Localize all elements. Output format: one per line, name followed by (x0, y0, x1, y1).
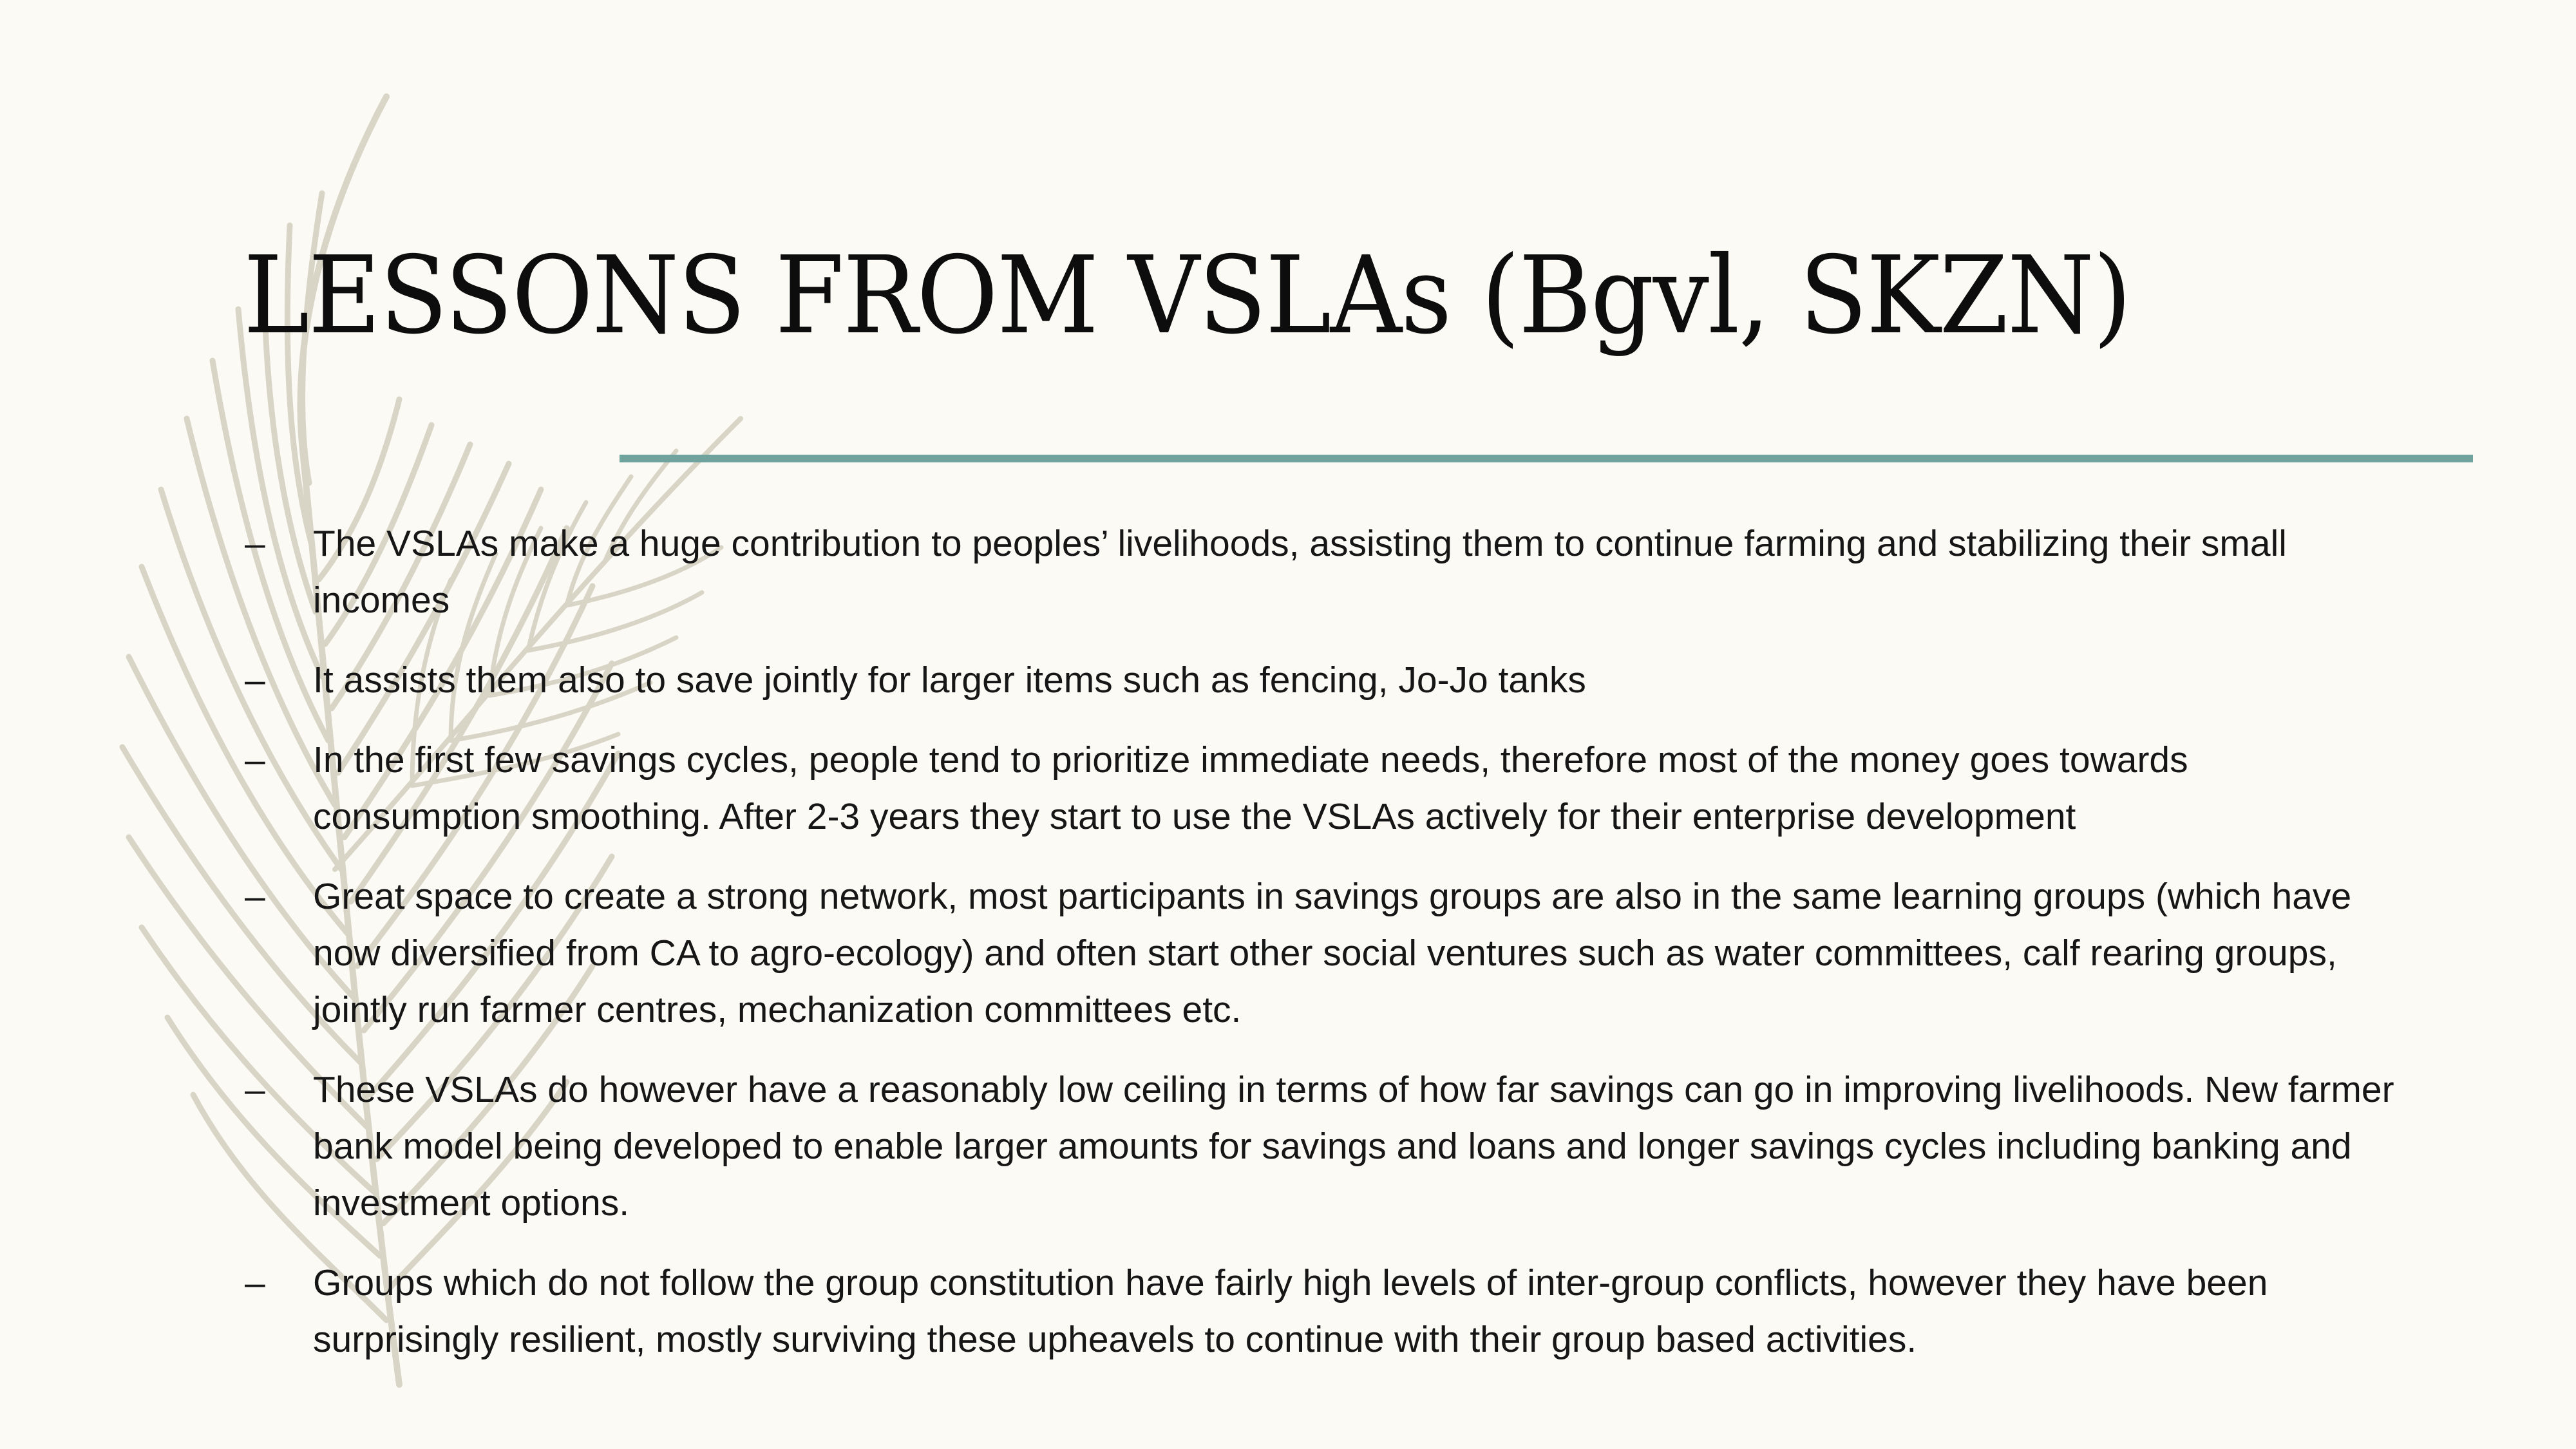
bullet-text: These VSLAs do however have a reasonably low ceiling in terms of how far savings can go in improving livelihoods. New farmer bank model being developed to enable larger amounts for savings and loans and longer savings cycles including banking and investment options. (313, 1069, 2394, 1224)
bullet-item (245, 868, 2396, 1038)
bullet-item (245, 1061, 2396, 1231)
bullet-marker: – (245, 1069, 265, 1110)
bullet-item (245, 732, 2396, 845)
bullet-text: The VSLAs make a huge contribution to peoples’ livelihoods, assisting them to continue farming and stabilizing their small incomes (313, 523, 2287, 621)
bullet-item (245, 1255, 2396, 1368)
bullet-text: In the first few savings cycles, people tend to prioritize immediate needs, therefore most of the money goes towards consumption smoothing. After 2-3 years they start to use the VSLAs actively for their enterprise development (313, 739, 2188, 837)
bullet-text: It assists them also to save jointly for larger items such as fencing, Jo-Jo tanks (313, 659, 1586, 701)
bullet-marker: – (245, 876, 265, 917)
title-underline-divider (620, 455, 2473, 462)
bullet-item (245, 652, 2396, 708)
bullet-marker: – (245, 1262, 265, 1303)
bullet-text: Great space to create a strong network, most participants in savings groups are also in the same learning groups (which have now diversified from CA to agro-ecology) and often start other social ventures such as water committees, calf rearing groups, jointly run farmer centres, mechanization committees etc. (313, 876, 2352, 1030)
bullet-marker: – (245, 659, 265, 701)
slide-title: LESSONS FROM VSLAs (Bgvl, SKZN) (243, 234, 2131, 358)
bullet-text: Groups which do not follow the group constitution have fairly high levels of inter-group conflicts, however they have been surprisingly resilient, mostly surviving these upheavels to continue with their group based activities. (313, 1262, 2268, 1360)
bullet-marker: – (245, 739, 265, 781)
bullet-list (245, 515, 2396, 1391)
bullet-marker: – (245, 523, 265, 564)
bullet-item (245, 515, 2396, 629)
